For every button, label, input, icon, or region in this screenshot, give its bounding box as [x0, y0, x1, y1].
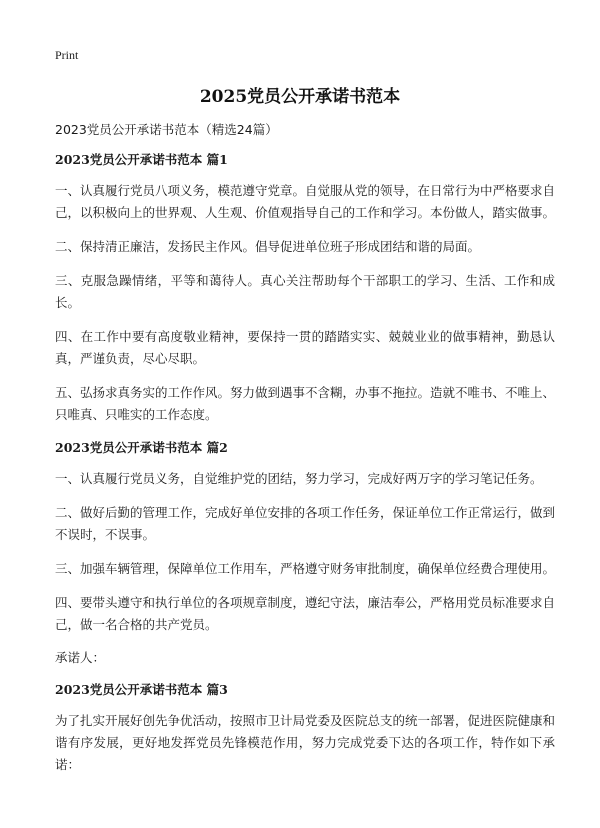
paragraph: 三、加强车辆管理，保障单位工作用车，严格遵守财务审批制度，确保单位经费合理使用。	[55, 561, 556, 576]
section-heading: 2023党员公开承诺书范本 篇1	[55, 152, 228, 167]
print-link[interactable]: Print	[55, 48, 79, 62]
paragraph: 二、做好后勤的管理工作，完成好单位安排的各项工作任务，保证单位工作正常运行，做到不误时，不误事。	[55, 505, 556, 542]
section-heading: 2023党员公开承诺书范本 篇3	[55, 682, 228, 697]
document-subtitle: 2023党员公开承诺书范本（精选24篇）	[55, 122, 278, 137]
document-title: 2025党员公开承诺书范本	[199, 87, 401, 107]
paragraph: 为了扎实开展好创先争优活动，按照市卫计局党委及医院总支的统一部署，促进医院健康和谐有序发展，更好地发挥党员先锋模范作用，努力完成党委下达的各项工作，特作如下承诺：	[55, 713, 556, 772]
document-body	[55, 120, 555, 788]
paragraph: 一、认真履行党员义务，自觉维护党的团结，努力学习，完成好两万字的学习笔记任务。	[55, 471, 543, 486]
paragraph: 一、认真履行党员八项义务，模范遵守党章。自觉服从党的领导，在日常行为中严格要求自己，以积极向上的世界观、人生观、价值观指导自己的工作和学习。本份做人，踏实做事。	[55, 183, 556, 220]
section-heading: 2023党员公开承诺书范本 篇2	[55, 440, 228, 455]
paragraph: 五、弘扬求真务实的工作作风。努力做到遇事不含糊，办事不拖拉。造就不唯书、不唯上、只唯真、只唯实的工作态度。	[55, 385, 556, 422]
paragraph: 四、要带头遵守和执行单位的各项规章制度，遵纪守法，廉洁奉公，严格用党员标准要求自己，做一名合格的共产党员。	[55, 595, 556, 632]
paragraph: 四、在工作中要有高度敬业精神，要保持一贯的踏踏实实、兢兢业业的做事精神，勤恳认真，严谨负责，尽心尽职。	[55, 329, 555, 366]
signer-label: 承诺人：	[55, 650, 106, 665]
paragraph: 三、克服急躁情绪，平等和蔼待人。真心关注帮助每个干部职工的学习、生活、工作和成长。	[55, 273, 555, 310]
paragraph: 二、保持清正廉洁，发扬民主作风。倡导促进单位班子形成团结和谐的局面。	[55, 239, 481, 254]
